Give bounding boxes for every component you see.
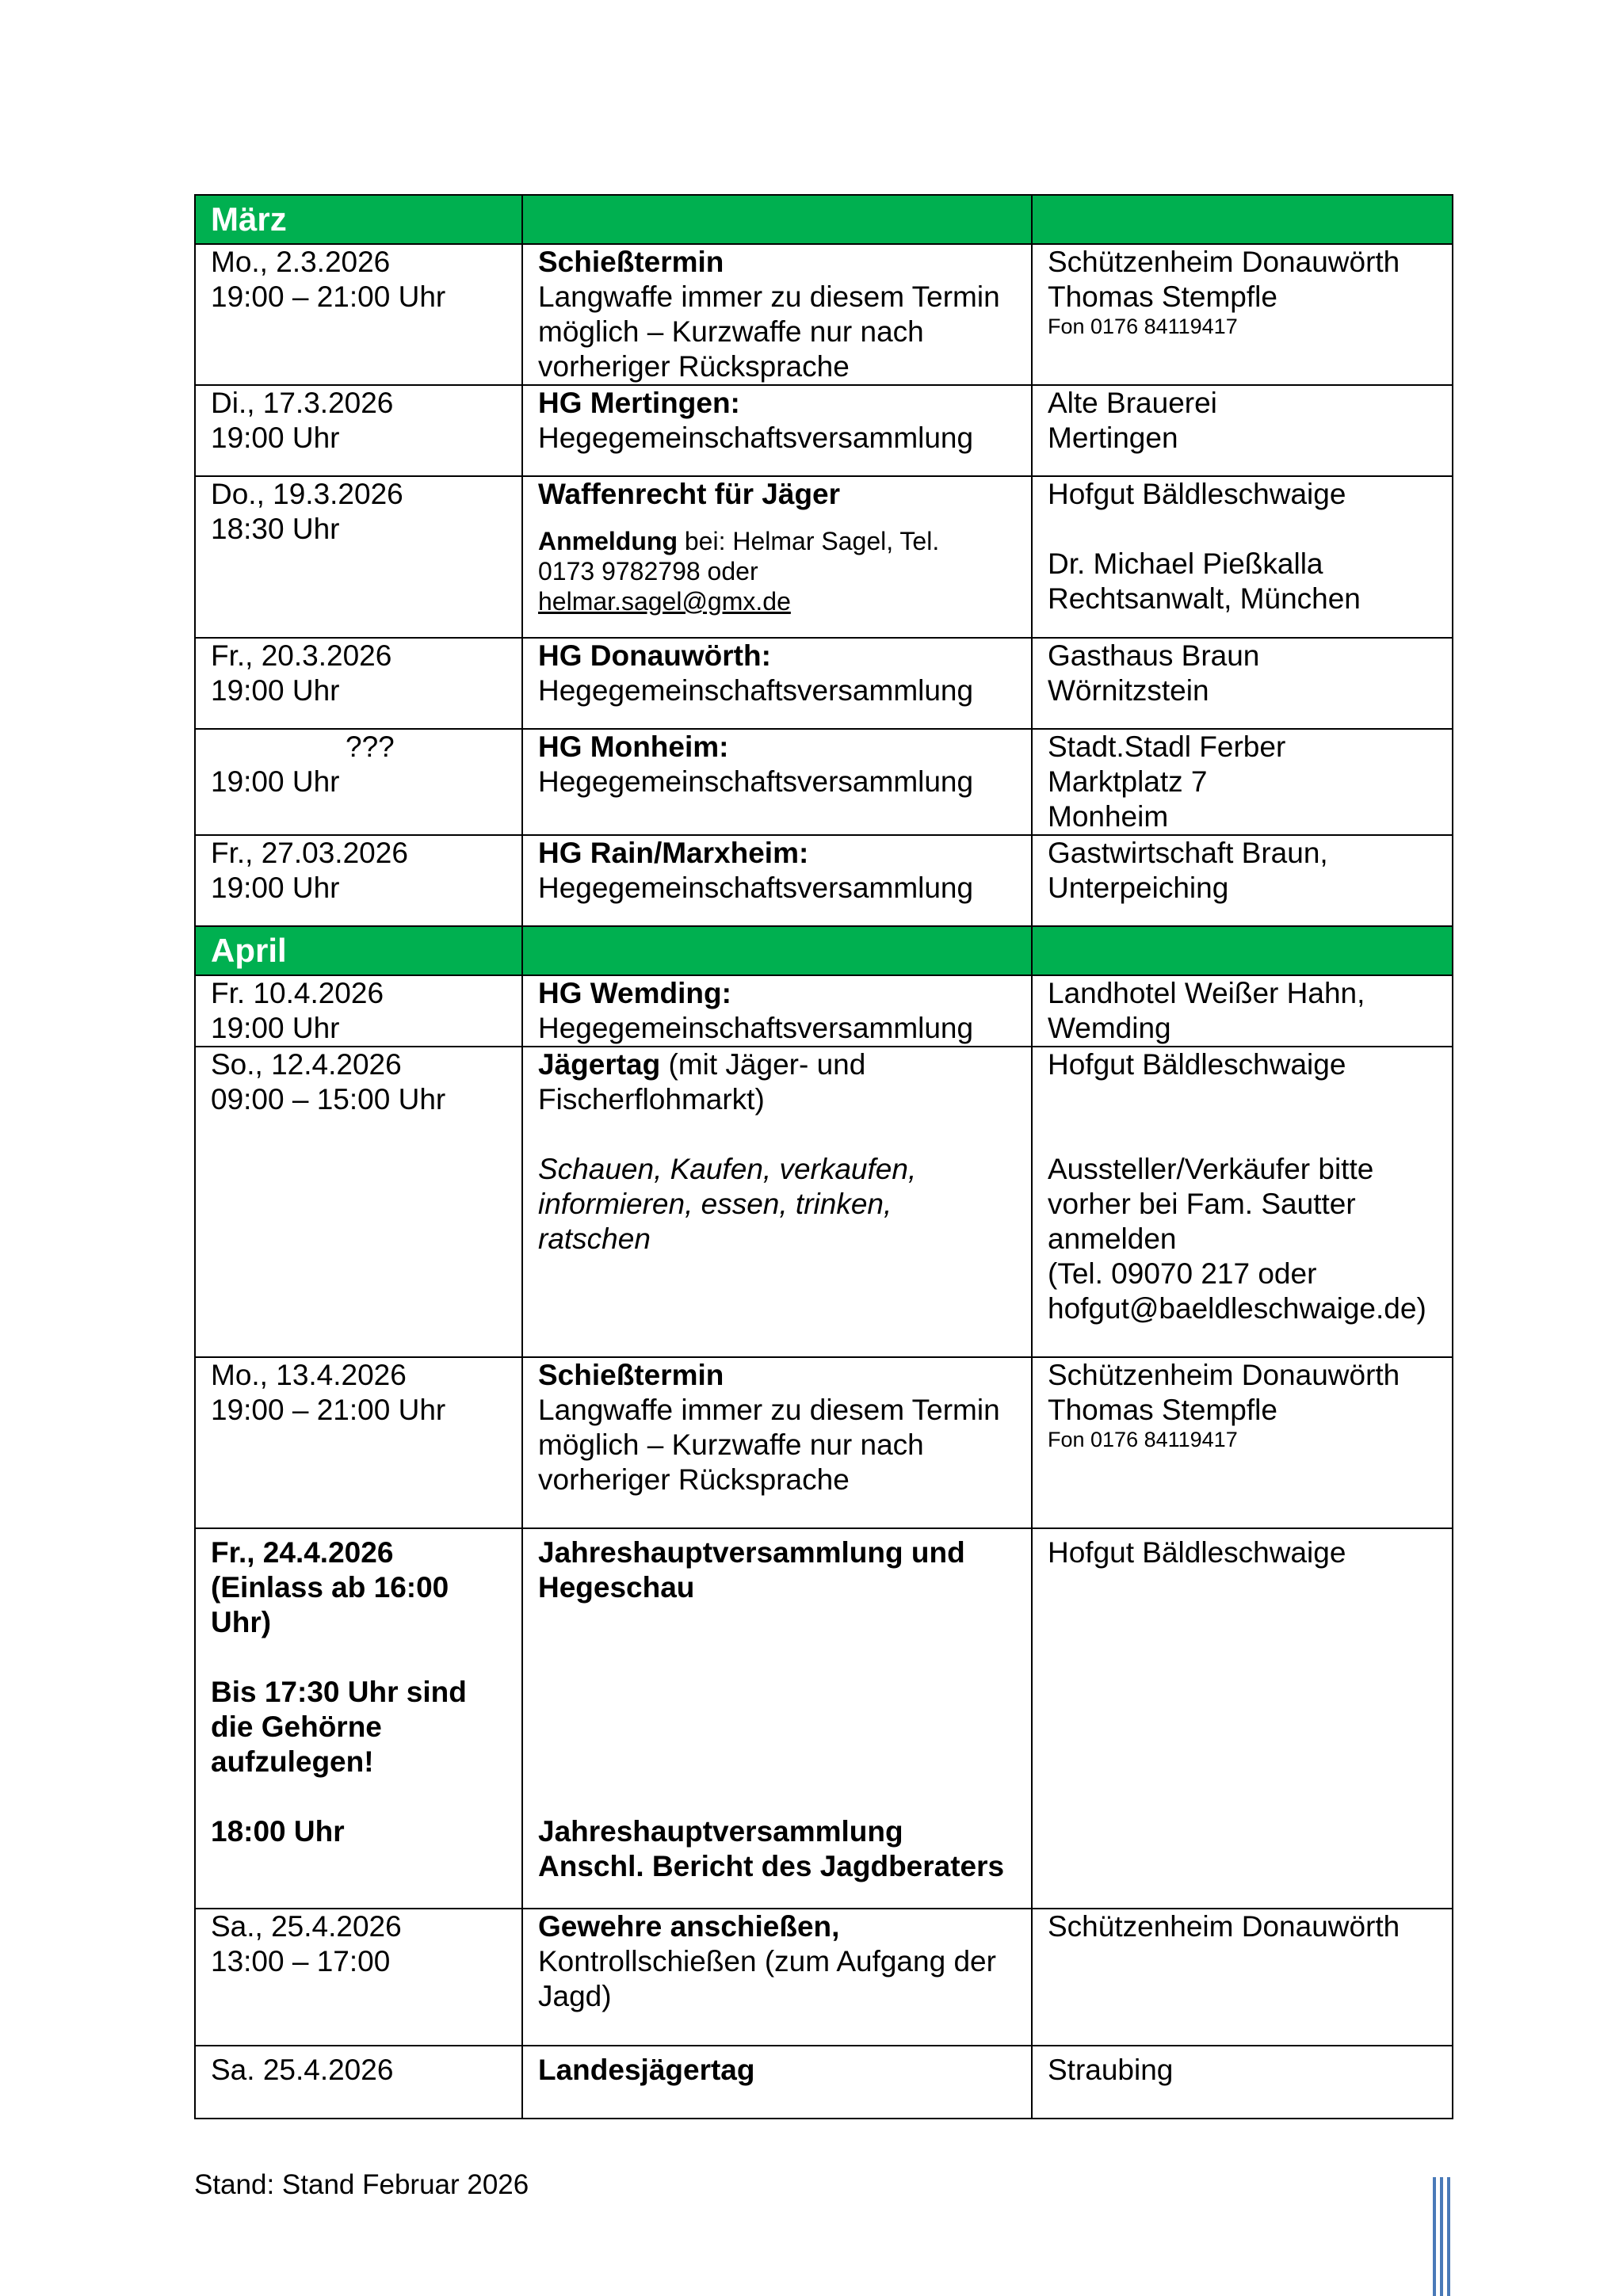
location-cell <box>1032 975 1453 1047</box>
location: Hofgut Bäldleschwaige <box>1048 478 1346 510</box>
table-row <box>195 729 1453 835</box>
location-cell <box>1032 1047 1453 1357</box>
location: Wemding <box>1048 1012 1171 1044</box>
event-cell <box>522 385 1032 476</box>
location: Schützenheim Donauwörth <box>1048 246 1400 278</box>
event-title: Landesjägertag <box>538 2054 755 2086</box>
registration-text: bei: Helmar Sagel, Tel. <box>677 527 940 555</box>
exhibitor-note: anmelden <box>1048 1222 1177 1255</box>
month-label: März <box>211 200 287 238</box>
table-row <box>195 975 1453 1047</box>
event-desc: vorheriger Rücksprache <box>538 350 850 383</box>
event-time: 19:00 Uhr <box>211 1012 340 1044</box>
location: Wörnitzstein <box>1048 674 1209 707</box>
event-title-line <box>538 1047 1031 1082</box>
location-cell <box>1032 476 1453 638</box>
location: Landhotel Weißer Hahn, <box>1048 977 1365 1009</box>
date-cell <box>195 1357 522 1528</box>
event-note: aufzulegen! <box>211 1745 374 1778</box>
location-cell <box>1032 385 1453 476</box>
date-cell <box>195 1047 522 1357</box>
location: Marktplatz 7 <box>1048 765 1208 798</box>
event-cell <box>522 1909 1032 2046</box>
month-cell-empty <box>522 926 1032 975</box>
month-header-april <box>195 926 1453 975</box>
event-title: Schießtermin <box>538 246 724 278</box>
location: Schützenheim Donauwörth <box>1048 1359 1400 1391</box>
event-date: Mo., 13.4.2026 <box>211 1359 407 1391</box>
location: Monheim <box>1048 800 1169 833</box>
event-date: Fr., 24.4.2026 <box>211 1536 394 1569</box>
date-cell <box>195 476 522 638</box>
event-title: HG Donauwörth: <box>538 639 771 672</box>
location-cell <box>1032 835 1453 926</box>
location-cell <box>1032 638 1453 729</box>
event-title: Jägertag <box>538 1048 661 1081</box>
event-title: HG Monheim: <box>538 730 729 763</box>
month-cell-empty <box>1032 926 1453 975</box>
location: Gasthaus Braun <box>1048 639 1260 672</box>
location-cell <box>1032 244 1453 385</box>
month-cell <box>195 926 522 975</box>
date-cell <box>195 835 522 926</box>
contact-phone: Fon 0176 84119417 <box>1048 1428 1238 1451</box>
location-cell <box>1032 729 1453 835</box>
event-time: 19:00 Uhr <box>211 421 340 454</box>
event-note: informieren, essen, trinken, <box>538 1188 892 1220</box>
event-desc: möglich – Kurzwaffe nur nach <box>538 1428 924 1461</box>
date-cell <box>195 2046 522 2119</box>
event-time: 19:00 – 21:00 Uhr <box>211 1394 446 1426</box>
event-desc: Hegegemeinschaftsversammlung <box>538 765 974 798</box>
event-desc: Hegegemeinschaftsversammlung <box>538 421 974 454</box>
event-cell <box>522 1047 1032 1357</box>
event-desc: Fischerflohmarkt) <box>538 1083 765 1116</box>
month-cell-empty <box>522 195 1032 244</box>
date-cell <box>195 1528 522 1909</box>
date-cell <box>195 975 522 1047</box>
event-date: Do., 19.3.2026 <box>211 478 403 510</box>
event-schedule-table <box>194 194 1453 2119</box>
event-date: Sa. 25.4.2026 <box>211 2054 394 2086</box>
registration-label: Anmeldung <box>538 527 678 555</box>
table-row <box>195 244 1453 385</box>
location: Gastwirtschaft Braun, <box>1048 837 1328 869</box>
date-cell <box>195 244 522 385</box>
event-time: 19:00 – 21:00 Uhr <box>211 280 446 313</box>
exhibitor-note: Aussteller/Verkäufer bitte <box>1048 1153 1374 1185</box>
event-cell <box>522 476 1032 638</box>
event-date: Sa., 25.4.2026 <box>211 1910 402 1943</box>
event-cell <box>522 1528 1032 1909</box>
event-subtitle: Anschl. Bericht des Jagdberaters <box>538 1850 1005 1882</box>
event-date: So., 12.4.2026 <box>211 1048 402 1081</box>
exhibitor-note: (Tel. 09070 217 oder <box>1048 1257 1317 1290</box>
event-time: 18:30 Uhr <box>211 513 340 545</box>
month-cell-empty <box>1032 195 1453 244</box>
location: Hofgut Bäldleschwaige <box>1048 1048 1346 1081</box>
speaker-name: Dr. Michael Pießkalla <box>1048 547 1323 580</box>
event-desc: Hegegemeinschaftsversammlung <box>538 1012 974 1044</box>
location: Alte Brauerei <box>1048 387 1217 419</box>
event-title: Jahreshauptversammlung und <box>538 1536 965 1569</box>
event-date: ??? <box>346 730 395 763</box>
event-note: ratschen <box>538 1222 651 1255</box>
event-desc: Jagd) <box>538 1980 612 2012</box>
event-note: die Gehörne <box>211 1711 382 1743</box>
table-row <box>195 1909 1453 2046</box>
event-title-rest: (mit Jäger- und <box>660 1048 866 1081</box>
date-cell <box>195 1909 522 2046</box>
event-date: Fr., 20.3.2026 <box>211 639 392 672</box>
event-title: Waffenrecht für Jäger <box>538 478 841 510</box>
location: Hofgut Bäldleschwaige <box>1048 1536 1346 1569</box>
registration-email-link[interactable]: helmar.sagel@gmx.de <box>538 587 791 616</box>
event-desc: Langwaffe immer zu diesem Termin <box>538 280 1000 313</box>
table-row <box>195 1047 1453 1357</box>
location: Stadt.Stadl Ferber <box>1048 730 1286 763</box>
location-cell <box>1032 1909 1453 2046</box>
event-date: Fr., 27.03.2026 <box>211 837 408 869</box>
table-row <box>195 638 1453 729</box>
table-row <box>195 2046 1453 2119</box>
contact-name: Thomas Stempfle <box>1048 280 1277 313</box>
month-header-march <box>195 195 1453 244</box>
event-date: Fr. 10.4.2026 <box>211 977 384 1009</box>
table-row <box>195 476 1453 638</box>
date-cell <box>195 638 522 729</box>
event-title: HG Rain/Marxheim: <box>538 837 809 869</box>
event-time: 19:00 Uhr <box>211 674 340 707</box>
event-cell <box>522 835 1032 926</box>
date-cell <box>195 385 522 476</box>
speaker-title: Rechtsanwalt, München <box>1048 582 1361 615</box>
event-date: Di., 17.3.2026 <box>211 387 394 419</box>
event-title: Gewehre anschießen, <box>538 1910 840 1943</box>
event-desc: Kontrollschießen (zum Aufgang der <box>538 1945 996 1978</box>
month-cell <box>195 195 522 244</box>
location: Schützenheim Donauwörth <box>1048 1910 1400 1943</box>
event-cell <box>522 244 1032 385</box>
location-cell <box>1032 2046 1453 2119</box>
table-row <box>195 835 1453 926</box>
event-time: 09:00 – 15:00 Uhr <box>211 1083 446 1116</box>
event-date: Mo., 2.3.2026 <box>211 246 391 278</box>
location: Unterpeiching <box>1048 871 1229 904</box>
location: Straubing <box>1048 2054 1174 2086</box>
table-row <box>195 1528 1453 1909</box>
event-note: Bis 17:30 Uhr sind <box>211 1676 467 1708</box>
event-note: Schauen, Kaufen, verkaufen, <box>538 1153 917 1185</box>
event-cell <box>522 975 1032 1047</box>
event-title: Hegeschau <box>538 1571 695 1604</box>
event-subtitle: Jahreshauptversammlung <box>538 1815 903 1848</box>
month-label: April <box>211 932 287 969</box>
contact-phone: Fon 0176 84119417 <box>1048 315 1238 338</box>
event-admission: Uhr) <box>211 1606 272 1638</box>
location-cell <box>1032 1357 1453 1528</box>
exhibitor-email: hofgut@baeldleschwaige.de) <box>1048 1292 1426 1325</box>
registration-phone: 0173 9782798 oder <box>538 557 758 585</box>
table-row <box>195 1357 1453 1528</box>
event-title: HG Mertingen: <box>538 387 740 419</box>
event-title: HG Wemding: <box>538 977 731 1009</box>
exhibitor-note: vorher bei Fam. Sautter <box>1048 1188 1356 1220</box>
event-time: 19:00 Uhr <box>211 871 340 904</box>
event-desc: Langwaffe immer zu diesem Termin <box>538 1394 1000 1426</box>
location-cell <box>1032 1528 1453 1909</box>
event-desc: vorheriger Rücksprache <box>538 1463 850 1496</box>
event-cell <box>522 2046 1032 2119</box>
event-cell <box>522 638 1032 729</box>
registration-info <box>538 526 1031 556</box>
event-cell <box>522 729 1032 835</box>
event-time: 13:00 – 17:00 <box>211 1945 391 1978</box>
event-time: 19:00 Uhr <box>211 765 340 798</box>
table-row <box>195 385 1453 476</box>
event-admission: (Einlass ab 16:00 <box>211 1571 449 1604</box>
location: Mertingen <box>1048 421 1178 454</box>
event-title: Schießtermin <box>538 1359 724 1391</box>
event-desc: möglich – Kurzwaffe nur nach <box>538 315 924 348</box>
event-cell <box>522 1357 1032 1528</box>
event-desc: Hegegemeinschaftsversammlung <box>538 674 974 707</box>
date-cell <box>195 729 522 835</box>
footer-status: Stand: Stand Februar 2026 <box>194 2169 529 2200</box>
contact-name: Thomas Stempfle <box>1048 1394 1277 1426</box>
event-desc: Hegegemeinschaftsversammlung <box>538 871 974 904</box>
event-time: 18:00 Uhr <box>211 1815 345 1848</box>
